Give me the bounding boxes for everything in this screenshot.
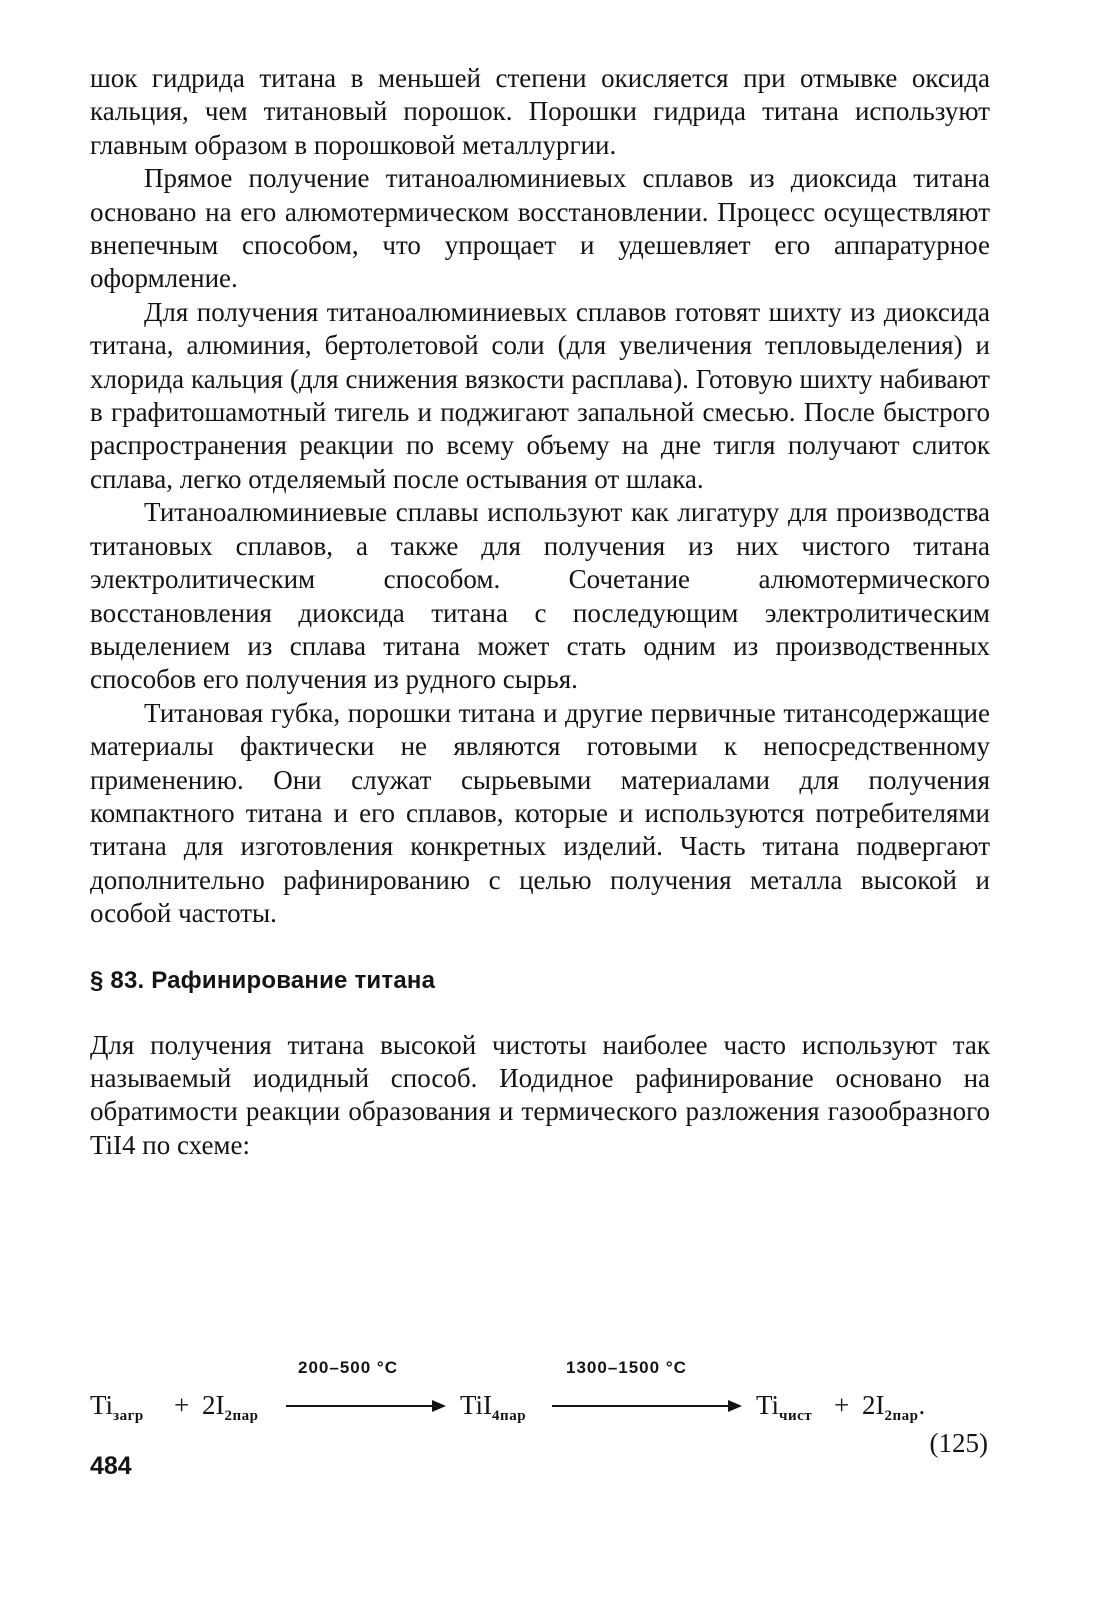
arrow1-temperature-label: 200–500 °C	[298, 1358, 398, 1377]
paragraph-primary-materials: Титановая губка, порошки титана и другие первичные титансодержащие материалы фактически не являются готовыми к непосредственному применению. Они служат сырьевыми материалами для получения компактного титана и его сплавов, которые и используются потребителями титана для изготовления конкретных изделий. Часть титана подвергают дополнительно рафинированию с целью получения металла высокой и особой частоты.	[90, 697, 990, 929]
heading-spacer	[90, 1001, 990, 1029]
section-heading: § 83. Рафинирование титана	[90, 966, 436, 994]
arrow1-line	[286, 1405, 434, 1407]
paragraph-continuation: шок гидрида титана в меньшей степени окисляется при отмывке оксида кальция, чем титановый порошок. Порошки гидрида титана используют главным образом в порошковой металлургии.	[90, 63, 990, 160]
paragraph-iodide-method: Для получения титана высокой чистоты наиболее часто используют так называемый иодидный способ. Иодидное рафинирование основано на обратимости реакции образования и термического разложения газообразного TiI4 по схеме:	[90, 1029, 990, 1160]
page-body	[90, 62, 990, 1162]
equation-number: (125)	[929, 1428, 988, 1458]
paragraph-master-alloy: Титаноалюминиевые сплавы используют как лигатуру для производства титановых сплавов, а также для получения из них чистого титана электролитическим способом. Сочетание алюмотермического восстановления диоксида титана с последующим электролитическим выделением из сплава титана может стать одним из производственных способов его получения из рудного сырья.	[90, 497, 990, 695]
page-number: 484	[90, 1452, 132, 1480]
eq-term-ti-pure: $Ti_{чист}$	[756, 1390, 813, 1424]
eq-term-iodine-vapor: $2I_{2пар}$	[202, 1390, 259, 1424]
arrow2-head	[728, 1400, 742, 1412]
eq-plus-1: +	[174, 1390, 190, 1420]
eq-term-iodine-vapor-product: $2I_{2пар}$.	[862, 1390, 926, 1424]
paragraph-aluminothermy: Прямое получение титаноалюминиевых сплавов из диоксида титана основано на его алюмотермическом восстановлении. Процесс осуществляют внепечным способом, что упрощает и удешевляет его аппаратурное оформление.	[90, 163, 990, 294]
reaction-equation	[90, 1358, 990, 1428]
arrow1-head	[432, 1400, 446, 1412]
eq-term-titanium-iodide: TiI$_{4пар}$	[460, 1390, 527, 1424]
eq-plus-2: +	[834, 1390, 850, 1420]
eq-term-ti-raw: $Ti_{загр}$	[90, 1390, 144, 1424]
paragraph-charge-preparation: Для получения титаноалюминиевых сплавов готовят шихту из диоксида титана, алюминия, бертолетовой соли (для увеличения тепловыделения) и хлорида кальция (для снижения вязкости расплава). Готовую шихту набивают в графитошамотный тигель и поджигают запальной смесью. После быстрого распространения реакции по всему объему на дне тигля получают слиток сплава, легко отделяемый после остывания от шлака.	[90, 296, 990, 494]
arrow2-temperature-label: 1300–1500 °C	[566, 1358, 687, 1377]
arrow2-line	[552, 1405, 730, 1407]
